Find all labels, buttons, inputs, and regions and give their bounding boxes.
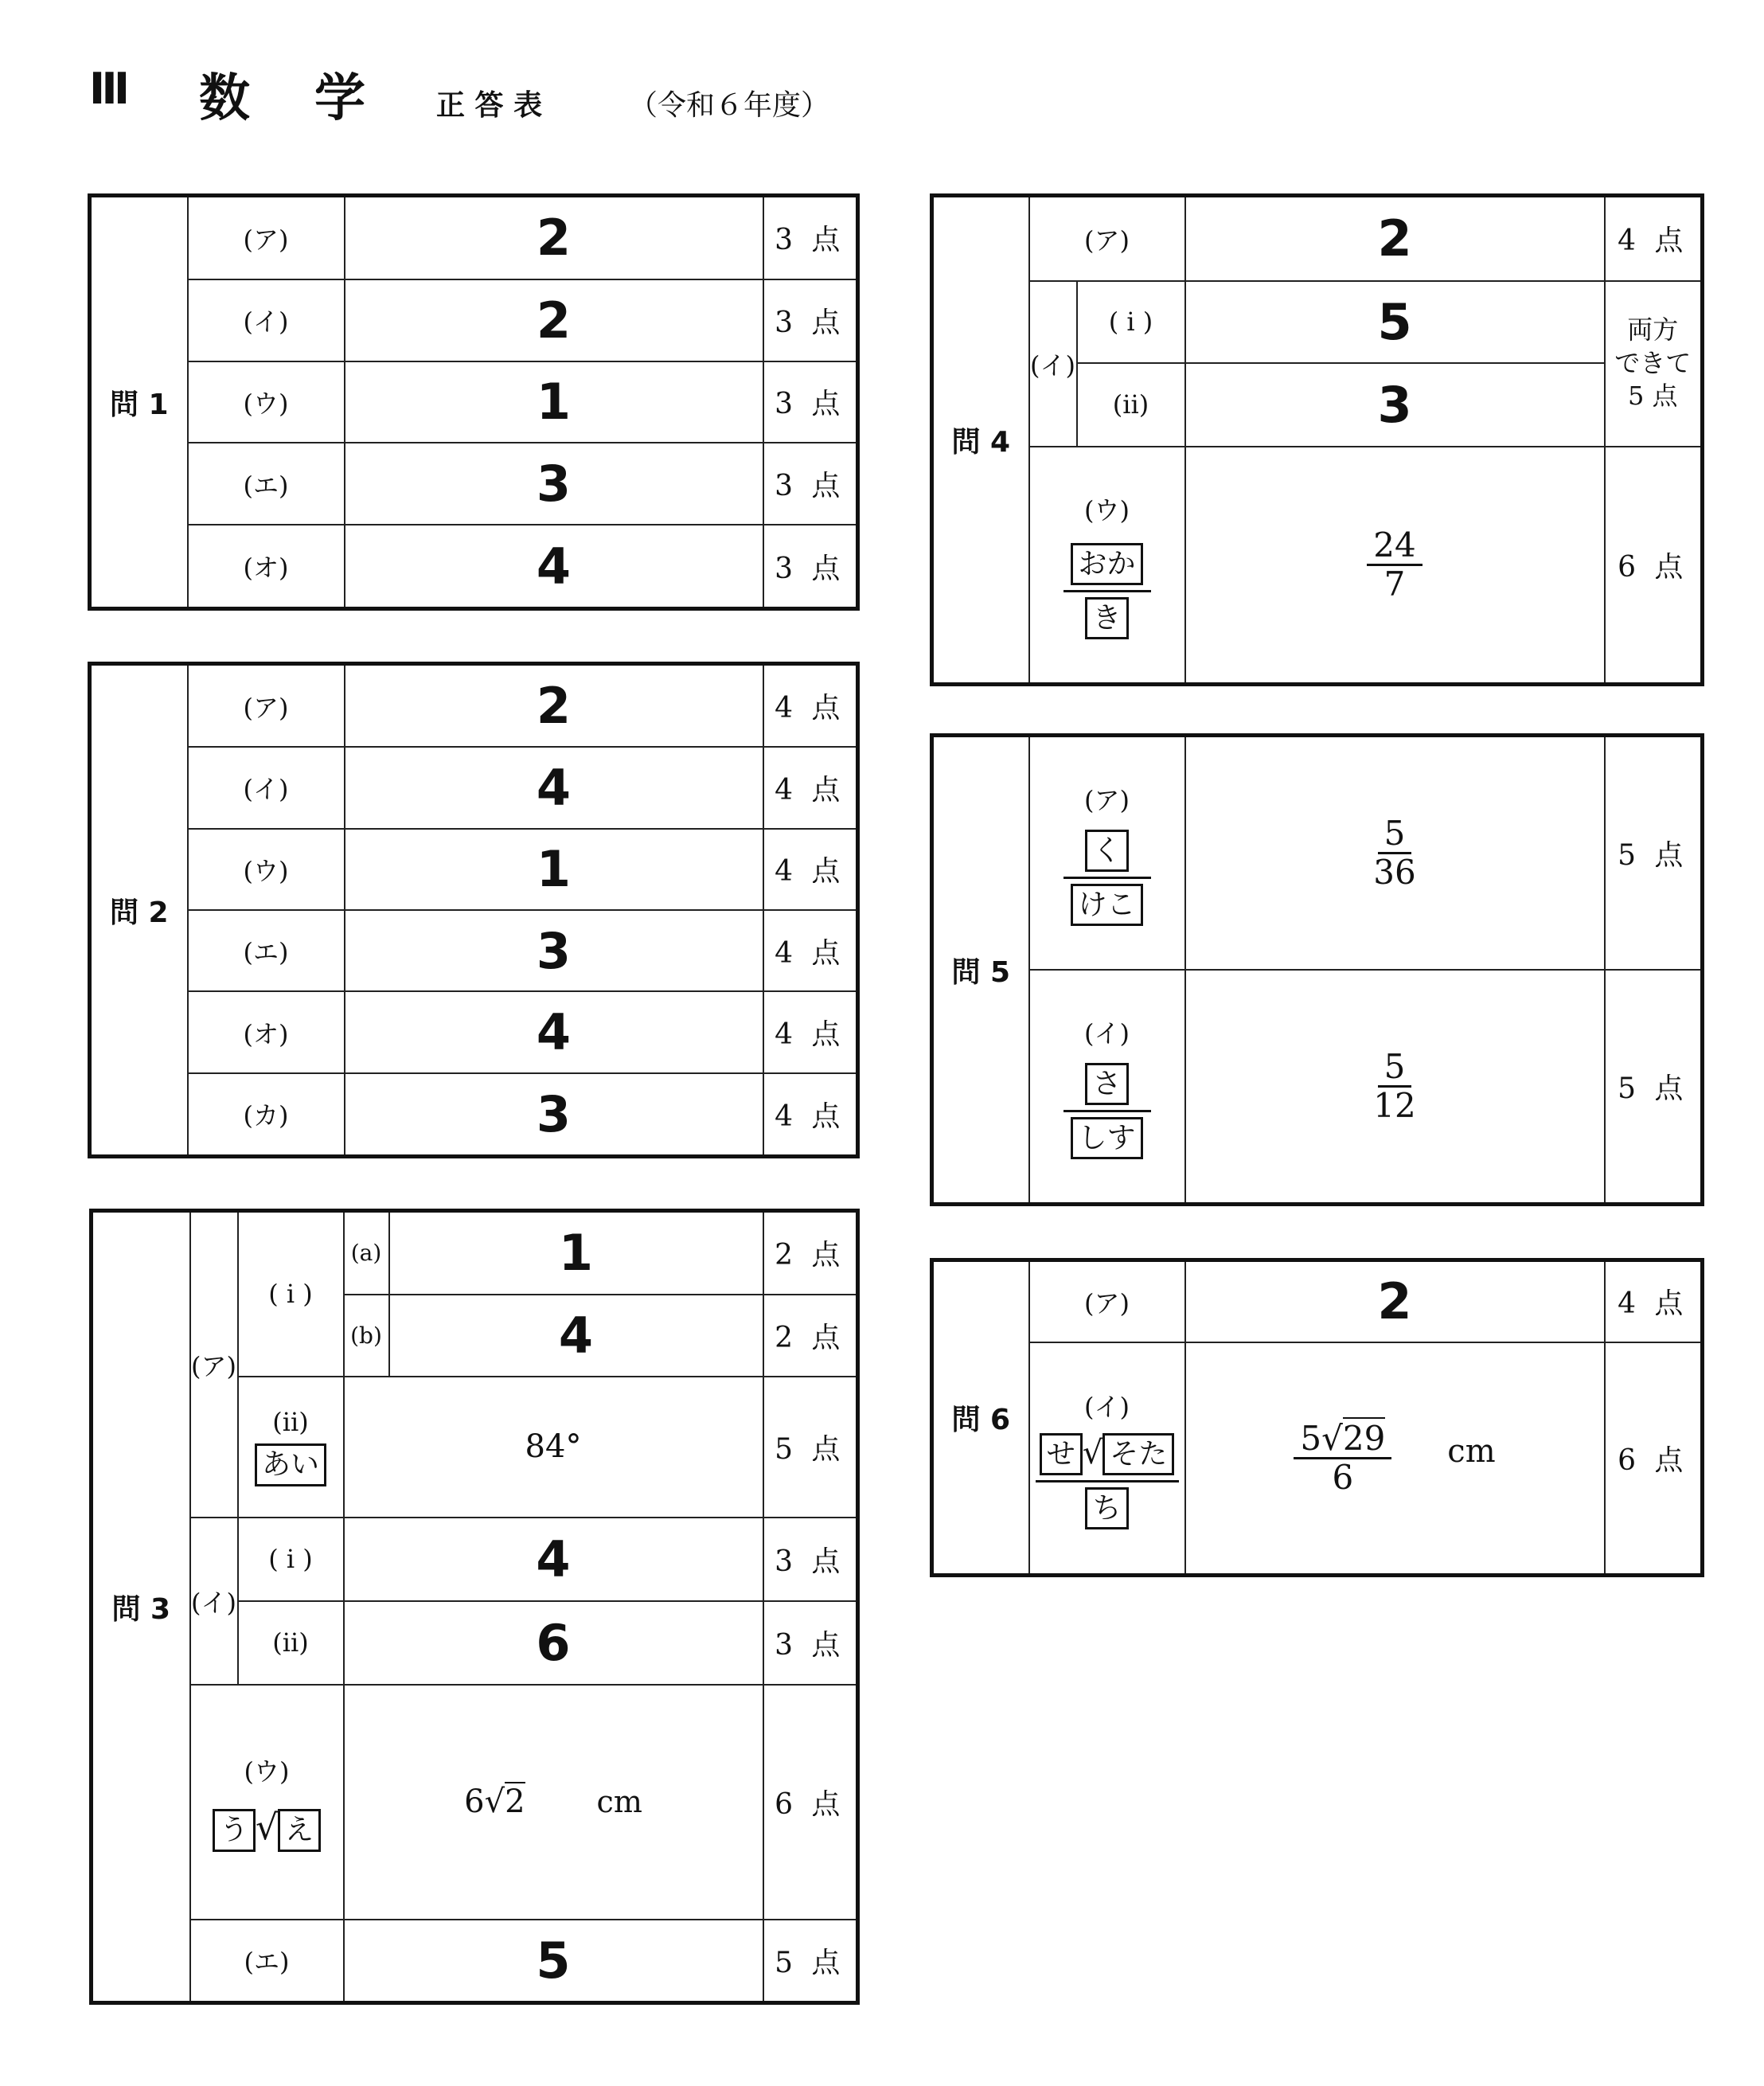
answer-cell — [1185, 736, 1605, 971]
q6-label: 問 6 — [932, 1260, 1029, 1576]
answer-box: き — [1085, 597, 1128, 639]
sub-label: ( i ) — [238, 1211, 344, 1377]
sub-label: (ウ) — [1084, 494, 1130, 525]
answer-box: けこ — [1071, 884, 1142, 926]
sub-label: (イ) — [188, 747, 345, 828]
q2-table — [88, 662, 860, 1158]
answer: 2 — [345, 279, 763, 361]
sub-label: (イ) — [1084, 1391, 1130, 1422]
numerator: 24 — [1367, 527, 1422, 566]
numerator: 5 — [1378, 1049, 1412, 1088]
sub-label: (ii) — [238, 1601, 344, 1685]
denominator: 36 — [1373, 853, 1416, 892]
points-note: できて — [1614, 347, 1692, 378]
answer-box: しす — [1071, 1117, 1142, 1159]
q5-label: 問 5 — [932, 736, 1029, 1205]
points: 3 点 — [763, 1601, 858, 1685]
answer: 6 — [344, 1601, 763, 1685]
sub-label: (オ) — [188, 991, 345, 1072]
sub-label: ( i ) — [238, 1518, 344, 1601]
answer: 1 — [345, 361, 763, 443]
sub-label-cell — [1029, 970, 1185, 1205]
points: 4 点 — [763, 991, 858, 1072]
answer-cell — [1185, 447, 1605, 685]
answer: 1 — [345, 829, 763, 910]
sub-label: (エ) — [188, 443, 345, 525]
numerator: 5 — [1378, 815, 1412, 854]
sub-label: (ア) — [188, 196, 345, 279]
answer-box: ち — [1085, 1487, 1128, 1529]
points: 2 点 — [763, 1211, 858, 1295]
points: 4 点 — [1605, 1260, 1703, 1342]
points: 3 点 — [763, 1518, 858, 1601]
answer-box: あい — [255, 1443, 326, 1486]
points: 3 点 — [763, 196, 858, 279]
sub-label: (イ) — [188, 279, 345, 361]
answer: 5 — [344, 1920, 763, 2003]
section-number: Ⅲ — [89, 64, 131, 114]
answer: 4 — [345, 525, 763, 608]
answer-box: せ — [1040, 1433, 1083, 1475]
answer: 4 — [345, 747, 763, 828]
sub-label: (ii) — [272, 1407, 309, 1438]
points: 3 点 — [763, 525, 858, 608]
sub-label: (ア) — [1084, 784, 1130, 815]
sub-label-cell — [190, 1685, 344, 1920]
subject-char-2: 学 — [314, 69, 365, 128]
unit: cm — [596, 1784, 642, 1819]
points: 4 点 — [763, 747, 858, 828]
subject-char-1: 数 — [199, 69, 250, 128]
denominator: 6 — [1332, 1457, 1354, 1497]
numerator: 5√29 — [1294, 1420, 1391, 1459]
sub-label: (エ) — [188, 910, 345, 991]
points: 5 点 — [1627, 381, 1678, 412]
denominator: 12 — [1373, 1086, 1416, 1125]
sub-label: (ア) — [1029, 1260, 1185, 1342]
sub-label-cell — [1029, 1342, 1185, 1576]
sub-label: (ア) — [1029, 196, 1185, 281]
answer: 3 — [345, 1073, 763, 1157]
points: 5 点 — [763, 1377, 858, 1518]
q4-label: 問 4 — [932, 196, 1029, 685]
q4-table — [930, 193, 1704, 686]
points: 4 点 — [763, 829, 858, 910]
points: 2 点 — [763, 1295, 858, 1377]
answer-box: そた — [1102, 1433, 1174, 1475]
sub-label: (イ) — [190, 1518, 238, 1685]
answer-box: く — [1085, 830, 1128, 872]
sub-label: ( i ) — [1077, 281, 1185, 363]
points: 5 点 — [1605, 736, 1703, 971]
points-note: 両方 — [1627, 314, 1679, 346]
q2-label: 問 2 — [90, 664, 188, 1157]
answer: 4 — [389, 1295, 763, 1377]
sub-label: (オ) — [188, 525, 345, 608]
answer: 1 — [389, 1211, 763, 1295]
points: 5 点 — [1605, 970, 1703, 1205]
answer-box: さ — [1085, 1063, 1128, 1105]
answer: 4 — [345, 991, 763, 1072]
sub-label: (ii) — [1077, 363, 1185, 447]
sub-label: (ア) — [188, 664, 345, 748]
q5-table — [930, 733, 1704, 1206]
answer-coef: 6 — [464, 1783, 485, 1820]
q6-table — [930, 1258, 1704, 1577]
points-cell — [1605, 281, 1703, 447]
sub-label: (b) — [344, 1295, 389, 1377]
doc-title: 正 答 表 — [436, 89, 543, 122]
answer: 3 — [1185, 363, 1605, 447]
answer: 2 — [1185, 1260, 1605, 1342]
points: 3 点 — [763, 279, 858, 361]
sub-label: (ウ) — [188, 361, 345, 443]
answer: 2 — [1185, 196, 1605, 281]
denominator: 7 — [1383, 564, 1406, 604]
sub-label: (ウ) — [244, 1756, 290, 1787]
answer: 2 — [345, 196, 763, 279]
answer: 2 — [345, 664, 763, 748]
sub-label-cell — [1029, 736, 1185, 971]
answer: 3 — [345, 910, 763, 991]
q1-table — [88, 193, 860, 611]
unit: cm — [1447, 1432, 1496, 1470]
points: 4 点 — [763, 1073, 858, 1157]
answer-cell: 6√2 cm — [344, 1685, 763, 1920]
answer-box: おか — [1071, 543, 1142, 585]
sub-label: (カ) — [188, 1073, 345, 1157]
q3-label: 問 3 — [92, 1211, 190, 2003]
points: 4 点 — [1605, 196, 1703, 281]
sub-label: (イ) — [1029, 281, 1077, 447]
sub-label: (エ) — [190, 1920, 344, 2003]
answer: 5 — [1185, 281, 1605, 363]
answer: 84° — [344, 1377, 763, 1518]
q3-table — [89, 1209, 860, 2005]
points: 6 点 — [1605, 447, 1703, 685]
points: 6 点 — [1605, 1342, 1703, 1576]
points: 4 点 — [763, 664, 858, 748]
answer-cell — [1185, 970, 1605, 1205]
sqrt-icon: √ — [1082, 1434, 1103, 1471]
sub-label-cell — [1029, 447, 1185, 685]
points: 3 点 — [763, 361, 858, 443]
answer-radicand: 2 — [505, 1783, 525, 1820]
sub-label: (a) — [344, 1211, 389, 1295]
answer: 3 — [345, 443, 763, 525]
sub-label-cell — [238, 1377, 344, 1518]
sub-label: (ア) — [190, 1211, 238, 1518]
answer-box: う — [213, 1809, 256, 1851]
sub-label: (ウ) — [188, 829, 345, 910]
answer: 4 — [344, 1518, 763, 1601]
points: 5 点 — [763, 1920, 858, 2003]
q1-label: 問 1 — [90, 196, 188, 609]
year-label: （令和６年度） — [629, 89, 830, 122]
answer-cell — [1185, 1342, 1605, 1576]
sqrt-icon: √ — [255, 1807, 279, 1849]
answer-box: え — [278, 1809, 321, 1851]
points: 4 点 — [763, 910, 858, 991]
points: 3 点 — [763, 443, 858, 525]
points: 6 点 — [763, 1685, 858, 1920]
sub-label: (イ) — [1084, 1018, 1130, 1049]
